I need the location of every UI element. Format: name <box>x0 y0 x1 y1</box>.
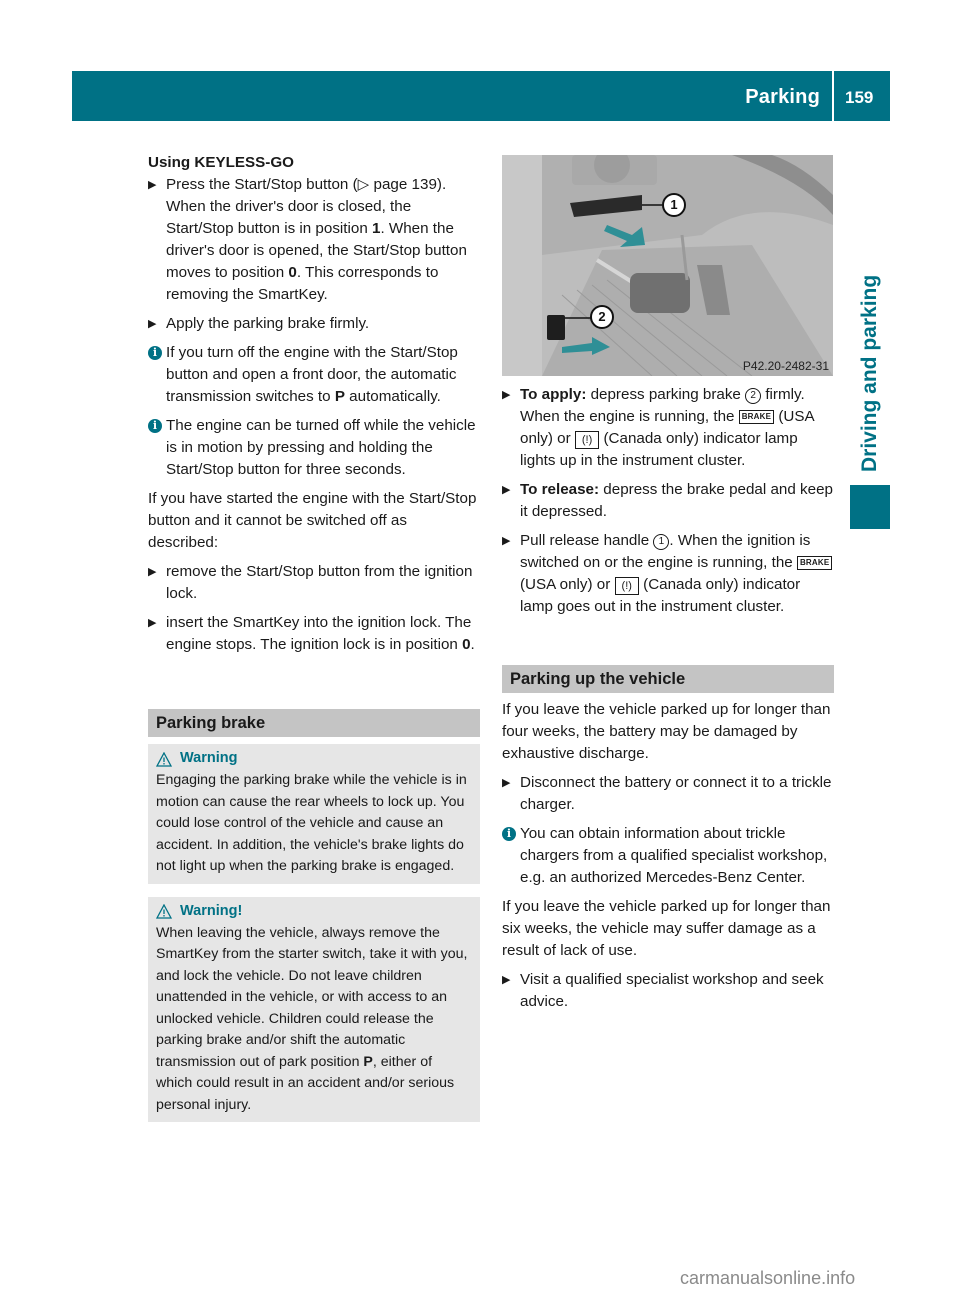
brake-indicator-icon: BRAKE <box>797 556 832 570</box>
section-heading-parking-up: Parking up the vehicle <box>502 665 834 693</box>
warning-text: Engaging the parking brake while the vehicle is in motion can cause the rear wheels to lock up. You could lose control of the vehicle and cause an accident. In addition, the vehicle's brake lights do not light up when the parking brake is engaged. <box>156 772 467 874</box>
keyless-go-heading: Using KEYLESS-GO <box>148 154 294 171</box>
instruction-step: ▶ Apply the parking brake firmly. <box>148 313 480 335</box>
warning-title: Warning <box>156 748 472 770</box>
warning-text: When leaving the vehicle, always remove the SmartKey from the starter switch, take it with you, and lock the vehicle. Do not leave children unattended in the vehicle, or with access to an unlocked vehicle. Children could release the parking brake and/or shift the automatic transmission out of park position P, either of which could result in an accident and/or serious personal injury. <box>156 924 468 1113</box>
warning-title: Warning! <box>156 901 472 923</box>
step-arrow-icon: ▶ <box>148 179 157 191</box>
warning-triangle-icon <box>156 904 172 919</box>
callout-1-ref: 1 <box>653 534 669 550</box>
parking-brake-indicator-icon: (!) <box>615 577 639 595</box>
step-arrow-icon: ▶ <box>148 617 157 629</box>
section-heading-parking-brake: Parking brake <box>148 709 480 737</box>
instruction-step: ▶ Disconnect the battery or connect it to a trickle charger. <box>502 774 832 813</box>
paragraph: If you leave the vehicle parked up for longer than six weeks, the vehicle may suffer damage as a result of lack of use. <box>502 898 831 959</box>
figure-code: P42.20-2482-31 <box>742 359 829 373</box>
callout-2: 2 <box>590 305 614 329</box>
step-arrow-icon: ▶ <box>148 566 157 578</box>
paragraph: If you have started the engine with the Start/Stop button and it cannot be switched off as described: <box>148 490 477 551</box>
step-arrow-icon: ▶ <box>502 389 511 401</box>
warning-box <box>148 897 480 1123</box>
step-arrow-icon: ▶ <box>502 484 511 496</box>
footwell-illustration <box>502 155 833 376</box>
header-bar <box>72 71 832 121</box>
callout-2-ref: 2 <box>745 388 761 404</box>
info-note: i If you turn off the engine with the Start/Stop button and open a front door, the automatic transmission switches to P automatically. <box>148 342 480 408</box>
info-icon: i <box>502 827 516 841</box>
instruction-step: ▶ Pull release handle 1 . When the ignition is switched on or the engine is running, the BRAKE (USA only) or (!) (Canada only) indicator lamp goes out in the instrument cluster. <box>502 530 834 618</box>
warning-triangle-icon <box>156 752 172 767</box>
watermark: carmanualsonline.info <box>680 1268 856 1288</box>
side-tab-label: Driving and parking <box>858 274 881 472</box>
side-tab-marker <box>850 485 890 529</box>
step-arrow-icon: ▶ <box>502 974 511 986</box>
paragraph: If you leave the vehicle parked up for longer than four weeks, the battery may be damaged by exhaustive discharge. <box>502 701 831 762</box>
chapter-title: Parking <box>745 86 820 108</box>
callout-1: 1 <box>662 193 686 217</box>
page-number: 159 <box>845 88 874 107</box>
step-arrow-icon: ▶ <box>502 535 511 547</box>
instruction-step: ▶ To release: depress the brake pedal and keep it depressed. <box>502 481 833 520</box>
parking-brake-indicator-icon: (!) <box>575 431 599 449</box>
instruction-step: ▶ Visit a qualified specialist workshop and seek advice. <box>502 971 824 1010</box>
info-icon: i <box>148 419 162 433</box>
instruction-step: ▶ remove the Start/Stop button from the ignition lock. <box>148 563 473 602</box>
info-note: i The engine can be turned off while the vehicle is in motion by pressing and holding the Start/Stop button for three seconds. <box>148 415 480 481</box>
info-note: i You can obtain information about trickle chargers from a qualified specialist workshop, e.g. an authorized Mercedes-Benz Center. <box>502 823 834 889</box>
instruction-step: ▶ insert the SmartKey into the ignition lock. The engine stops. The ignition lock is in position 0. <box>148 614 475 653</box>
right-column <box>502 384 834 1020</box>
info-icon: i <box>148 346 162 360</box>
warning-box <box>148 744 480 884</box>
parking-brake-photo <box>502 155 833 376</box>
instruction-step: ▶ Press the Start/Stop button (▷ page 139). When the driver's door is closed, the Start/Stop button is in position 1. When the driver's door is opened, the Start/Stop button moves to position 0. This corresponds to removing the SmartKey. <box>148 176 467 303</box>
step-arrow-icon: ▶ <box>502 777 511 789</box>
page-reference-link[interactable]: ▷ page 139 <box>357 176 437 193</box>
brake-indicator-icon: BRAKE <box>739 410 774 424</box>
side-tab <box>850 252 890 472</box>
instruction-step: ▶ To apply: depress parking brake 2 firmly. When the engine is running, the BRAKE (USA only) or (!) (Canada only) indicator lamp lights up in the instrument cluster. <box>502 386 814 469</box>
left-column <box>148 152 480 1122</box>
step-arrow-icon: ▶ <box>148 318 157 330</box>
